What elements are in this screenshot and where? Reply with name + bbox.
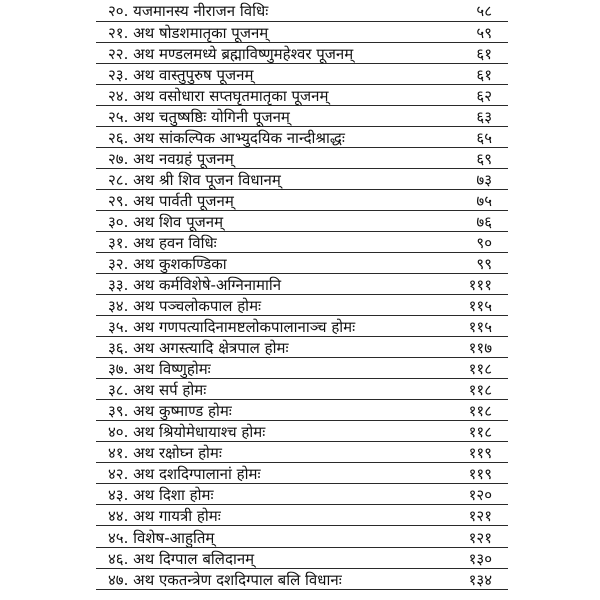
toc-entry-title: ३५. अथ गणपत्यादिनामष्टलोकपालानाञ्च होमः xyxy=(108,318,356,336)
toc-entry-title: ३७. अथ विष्णुहोमः xyxy=(108,360,211,378)
toc-page-number: ७३ xyxy=(476,171,492,189)
toc-page-number: १११ xyxy=(468,276,492,294)
toc-entry-title: २०. यजमानस्य नीराजन विधिः xyxy=(108,2,269,20)
toc-page-number: ११८ xyxy=(468,360,492,378)
toc-entry-title: २१. अथ षोडशमातृका पूजनम् xyxy=(108,24,269,42)
toc-page-number: ११८ xyxy=(468,381,492,399)
row-divider xyxy=(96,525,508,526)
toc-page-number: १२१ xyxy=(468,529,492,547)
toc-page-number: ११९ xyxy=(468,444,492,462)
toc-entry-title: २९. अथ पार्वती पूजनम् xyxy=(108,192,234,210)
toc-entry-title: ४०. अथ श्रियोमेधायाश्च होमः xyxy=(108,423,266,441)
toc-entry-title: ३९. अथ कुष्माण्ड होमः xyxy=(108,402,232,420)
toc-page-number: ९० xyxy=(476,234,492,252)
toc-page-number: ७६ xyxy=(476,213,492,231)
toc-entry-title: ४४. अथ गायत्री होमः xyxy=(108,507,221,525)
toc-entry-title: ४७. अथ एकतन्त्रेण दशदिग्पाल बलि विधानः xyxy=(108,571,342,589)
toc-entry-title: ४१. अथ रक्षोघ्न होमः xyxy=(108,444,222,462)
toc-page-number: ६९ xyxy=(476,150,492,168)
toc-page-number: ११५ xyxy=(468,318,492,336)
toc-page-number: १२१ xyxy=(468,507,492,525)
toc-page-number: ५८ xyxy=(476,2,492,20)
toc-page-number: ६१ xyxy=(476,45,492,63)
toc-entry-title: ३८. अथ सर्प होमः xyxy=(108,381,207,399)
toc-entry-title: ३६. अथ अगस्त्यादि क्षेत्रपाल होमः xyxy=(108,339,289,357)
toc-page-number: ५९ xyxy=(476,24,492,42)
toc-entry-title: २२. अथ मण्डलमध्ये ब्रह्माविष्णुमहेश्वर पूजनम् xyxy=(108,45,354,63)
toc-page-number: १३४ xyxy=(468,571,492,589)
toc-entry-title: ३४. अथ पञ्चलोकपाल होमः xyxy=(108,297,262,315)
toc-entry-title: ४५. विशेष-आहुतिम् xyxy=(108,529,215,547)
toc-page-number: ६५ xyxy=(476,129,492,147)
row-divider xyxy=(96,589,508,590)
toc-page-number: ११८ xyxy=(468,423,492,441)
toc-page-number: ६३ xyxy=(476,108,492,126)
toc-entry-title: ४६. अथ दिग्पाल बलिदानम् xyxy=(108,550,255,568)
toc-entry-title: २४. अथ वसोधारा सप्तघृतमातृका पूजनम् xyxy=(108,87,329,105)
toc-entry-title: ३१. अथ हवन विधिः xyxy=(108,234,217,252)
toc-entry-title: २८. अथ श्री शिव पूजन विधानम् xyxy=(108,171,281,189)
toc-entry-title: २५. अथ चतुष्षष्ठिः योगिनी पूजनम् xyxy=(108,108,290,126)
toc-entry-title: ३२. अथ कुशकण्डिका xyxy=(108,255,227,273)
toc-page-number: ७५ xyxy=(476,192,492,210)
toc-entry-title: २७. अथ नवग्रहं पूजनम् xyxy=(108,150,234,168)
toc-entry-title: २३. अथ वास्तुपुरुष पूजनम् xyxy=(108,66,254,84)
toc-entry-title: ३०. अथ शिव पूजनम् xyxy=(108,213,224,231)
toc-entry-title: २६. अथ सांकल्पिक आभ्युदयिक नान्दीश्राद्धः xyxy=(108,129,345,147)
toc-entry-title: ४३. अथ दिशा होमः xyxy=(108,486,214,504)
toc-page-number: ९९ xyxy=(476,255,492,273)
toc-page-number: ११७ xyxy=(468,339,492,357)
toc-page-number: ११९ xyxy=(468,465,492,483)
toc-page-number: ६२ xyxy=(476,87,492,105)
toc-entry-title: ४२. अथ दशदिग्पालानां होमः xyxy=(108,465,261,483)
toc-page-number: १३० xyxy=(468,550,492,568)
toc-entry-title: ३३. अथ कर्मविशेषे-अग्निनामानि xyxy=(108,276,282,294)
toc-page-number: ११८ xyxy=(468,402,492,420)
toc-page-number: ६१ xyxy=(476,66,492,84)
toc-page-number: ११५ xyxy=(468,297,492,315)
toc-page-number: १२० xyxy=(468,486,492,504)
